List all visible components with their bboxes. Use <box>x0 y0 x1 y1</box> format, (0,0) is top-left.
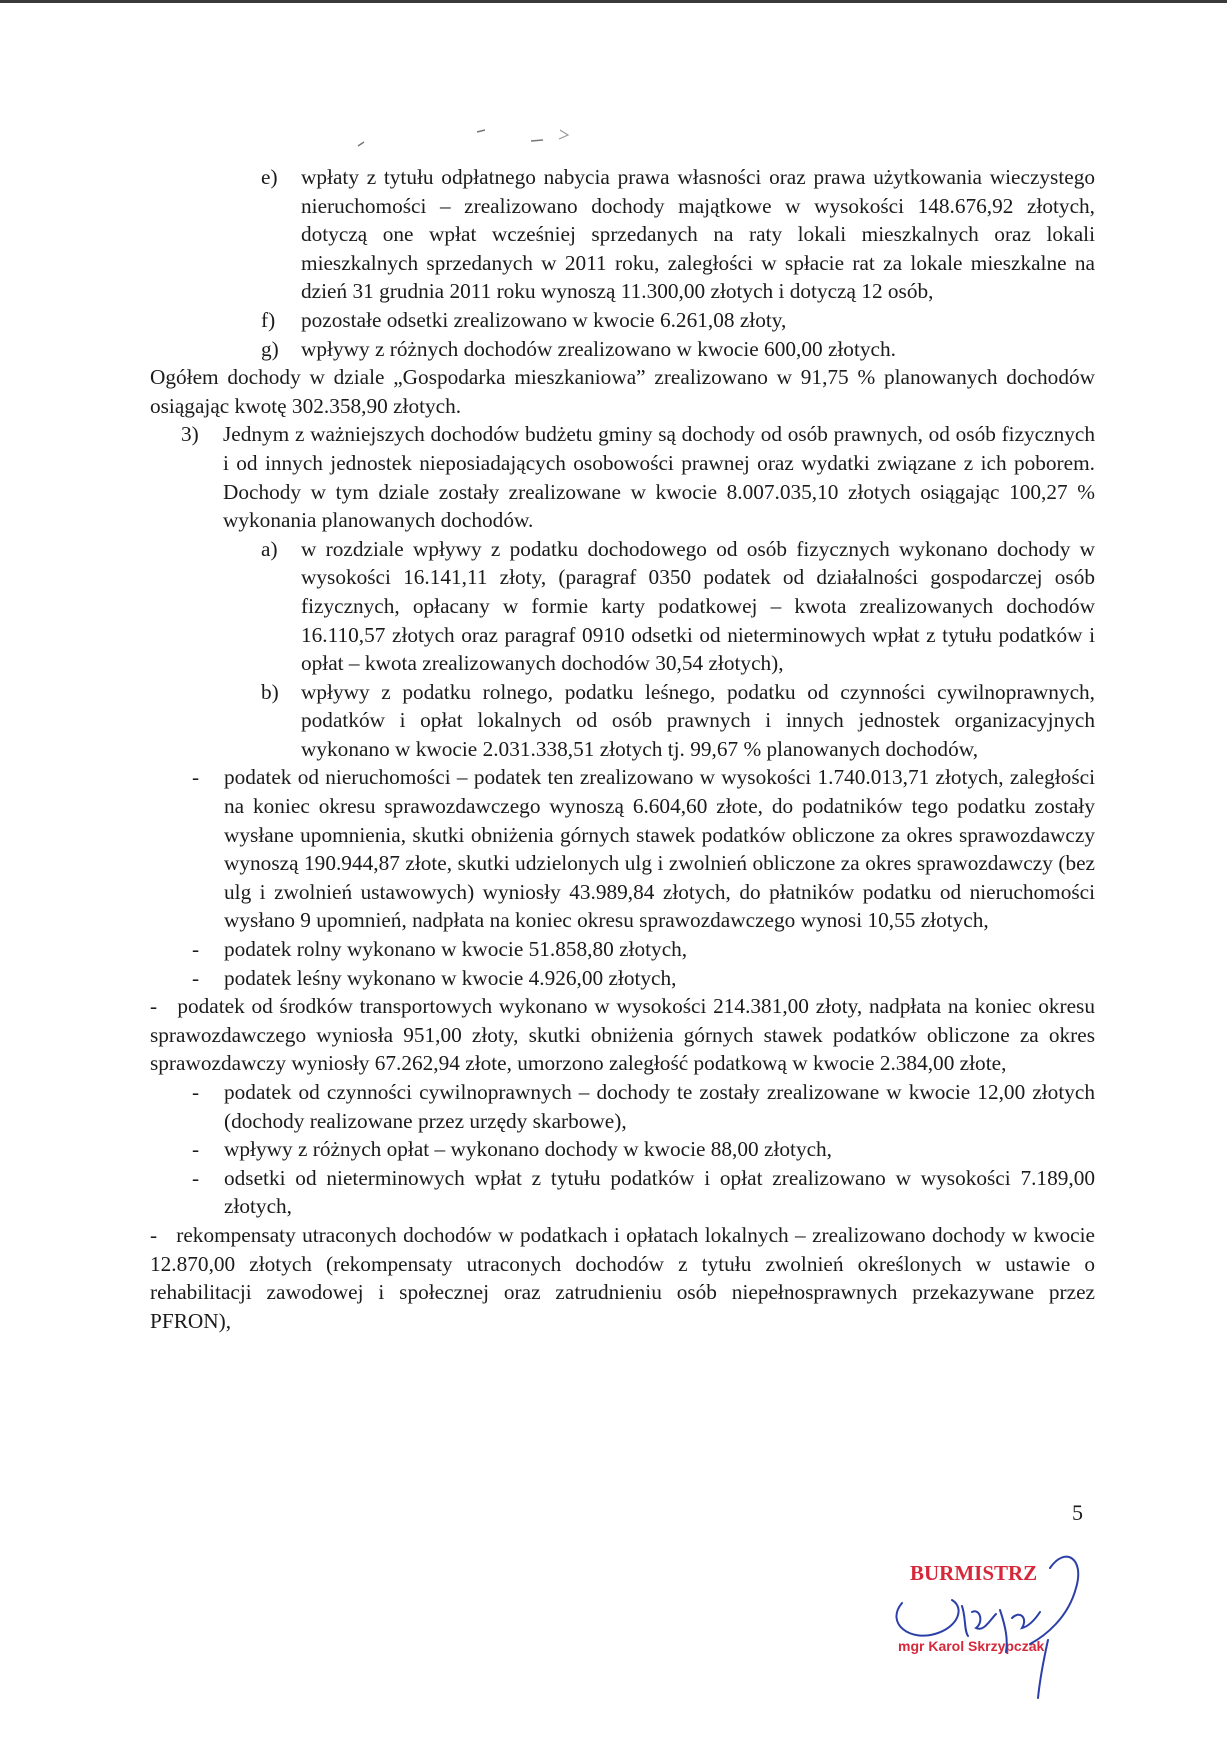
scan-specks <box>355 126 595 150</box>
dash-item <box>150 763 1095 935</box>
page-number: 5 <box>1072 1500 1083 1525</box>
list-item <box>150 163 1095 306</box>
list-item <box>150 335 1095 364</box>
list-item <box>150 535 1095 678</box>
dash-item <box>150 935 1095 964</box>
dash-marker: - <box>192 765 200 790</box>
list-marker: e) <box>261 165 278 189</box>
section-marker: 3) <box>181 422 199 447</box>
dash-item-text: podatek rolny wykonano w kwocie 51.858,80 złotych, <box>224 937 688 962</box>
dash-item <box>150 1078 1095 1135</box>
list-item <box>150 306 1095 335</box>
section-item <box>150 420 1095 534</box>
list-marker: f) <box>261 307 276 332</box>
stamp-title: BURMISTRZ <box>910 1561 1038 1585</box>
dash-item <box>150 1164 1095 1221</box>
section-text: Jednym z ważniejszych dochodów budżetu gminy są dochody od osób prawnych, od osób fizycznych i od innych jednostek nieposiadających osobowości prawnej oraz wydatki związane z ich poborem. Dochody w tym dziale zostały zrealizowane w kwocie 8.007.035,10 złotych osiągając 100,27 % wykonania planowanych dochodów. <box>223 422 1095 533</box>
dash-item <box>150 1135 1095 1164</box>
dash-marker: - <box>192 1080 200 1104</box>
dash-marker: - <box>192 965 200 990</box>
list-item-text: wpływy z podatku rolnego, podatku leśnego, podatku od czynności cywilnoprawnych, podatków i opłat lokalnych od osób prawnych i innych jednostek organizacyjnych wykonano w kwocie 2.031.338,51 złotych tj. 99,67 % planowanych dochodów, <box>301 679 1095 761</box>
mayor-stamp-signature <box>880 1548 1110 1708</box>
dash-item-text: odsetki od nieterminowych wpłat z tytułu podatków i opłat zrealizowano w wysokości 7.189,00 złotych, <box>224 1165 1095 1219</box>
transport-tax-paragraph: - podatek od środków transportowych wykonano w wysokości 214.381,00 złoty, nadpłata na koniec okresu sprawozdawczego wyniosła 951,00 złoty, skutki obniżenia górnych stawek podatków obliczone za okres sprawozdawczy wyniosły 67.262,94 złote, umorzono zaległość podatkową w kwocie 2.384,00 złote, <box>150 994 1101 1076</box>
dash-item-text: podatek od czynności cywilnoprawnych – dochody te zostały zrealizowane w kwocie 12,00 złotych (dochody realizowane przez urzędy skarbowe), <box>224 1080 1095 1133</box>
stamp-name: mgr Karol Skrzypczak <box>898 1638 1045 1654</box>
dash-marker: - <box>192 1137 200 1162</box>
compensation-paragraph: - rekompensaty utraconych dochodów w podatkach i opłatach lokalnych – zrealizowano dochody w kwocie 12.870,00 złotych (rekompensaty utraconych dochodów z tytułu zwolnień określonych w ustawie o rehabilitacji zawodowej i społecznej oraz zatrudnieniu osób niepełnosprawnych przekazywane przez PFRON), <box>150 1222 1101 1333</box>
dash-marker: - <box>192 937 200 962</box>
list-marker: a) <box>261 536 278 561</box>
list-item <box>150 678 1095 764</box>
list-marker: b) <box>261 679 279 704</box>
scan-top-edge <box>0 0 1227 3</box>
dash-item <box>150 964 1095 993</box>
list-item-text: wpłaty z tytułu odpłatnego nabycia prawa własności oraz prawa użytkowania wieczystego nieruchomości – zrealizowano dochody majątkowe w wysokości 148.676,92 złotych, dotyczą one wpłat wcześniej sprzedanych na raty lokali mieszkalnych oraz lokali mieszkalnych sprzedanych w 2011 roku, zaległości w spłacie rat za lokale mieszkalne na dzień 31 grudnia 2011 roku wynoszą 11.300,00 złotych i dotyczą 12 osób, <box>301 165 1095 304</box>
dash-item-text: podatek od nieruchomości – podatek ten zrealizowano w wysokości 1.740.013,71 złotych, zaległości na koniec okresu sprawozdawczego wynoszą 6.604,60 złote, do podatników tego podatku zostały wysłane upomnienia, skutki obniżenia górnych stawek podatków obliczone za okres sprawozdawczy wynoszą 190.944,87 złote, skutki udzielonych ulg i zwolnień obliczone za okres sprawozdawczy (bez ulg i zwolnień ustawowych) wyniosły 43.989,84 złotych, do płatników podatku od nieruchomości wysłano 9 upomnień, nadpłata na koniec okresu sprawozdawczego wynosi 10,55 złotych, <box>224 765 1095 933</box>
document-body <box>150 163 1101 1335</box>
dash-marker: - <box>192 1165 200 1190</box>
list-marker: g) <box>261 336 279 361</box>
list-item-text: pozostałe odsetki zrealizowano w kwocie 6.261,08 złoty, <box>301 307 787 332</box>
dash-item-text: wpływy z różnych opłat – wykonano dochody w kwocie 88,00 złotych, <box>224 1137 833 1162</box>
list-item-text: wpływy z różnych dochodów zrealizowano w kwocie 600,00 złotych. <box>301 336 896 361</box>
summary-paragraph: Ogółem dochody w dziale „Gospodarka mieszkaniowa” zrealizowano w 91,75 % planowanych dochodów osiągając kwotę 302.358,90 złotych. <box>150 365 1095 418</box>
list-item-text: w rozdziale wpływy z podatku dochodowego od osób fizycznych wykonano dochody w wysokości 16.141,11 złoty, (paragraf 0350 podatek od działalności gospodarczej osób fizycznych, opłacany w formie karty podatkowej – kwota zrealizowanych dochodów 16.110,57 złotych oraz paragraf 0910 odsetki od nieterminowych wpłat z tytułu podatków i opłat – kwota zrealizowanych dochodów 30,54 złotych), <box>301 536 1095 676</box>
dash-item-text: podatek leśny wykonano w kwocie 4.926,00 złotych, <box>224 965 677 990</box>
